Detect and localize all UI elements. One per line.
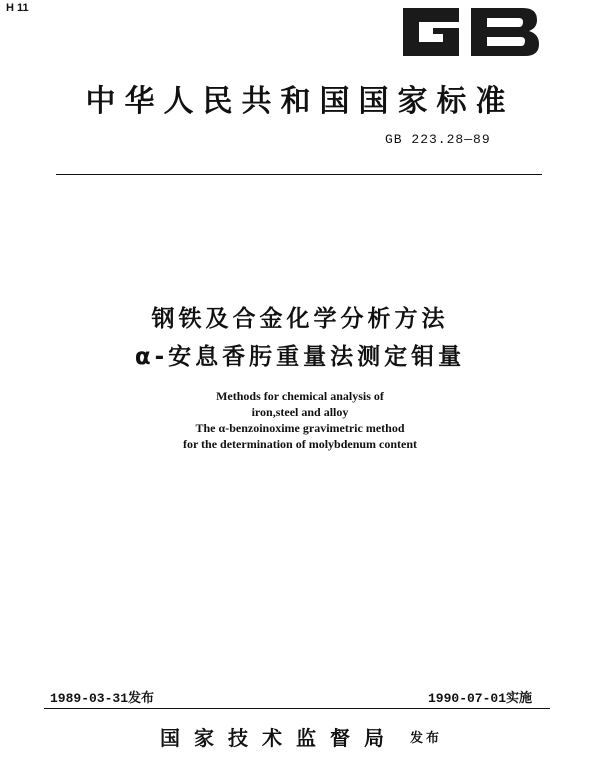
- issue-date: 1989-03-31发布: [50, 691, 155, 706]
- organization-title: 中华人民共和国国家标准: [85, 84, 515, 119]
- svg-text:GB: GB: [469, 40, 471, 41]
- publisher-name: 国家技术监督局: [160, 726, 398, 750]
- title-en-line4: for the determination of molybdenum content: [182, 437, 418, 451]
- top-divider: [56, 174, 542, 175]
- title-en-line3: The α-benzoinoxime gravimetric method: [195, 421, 405, 435]
- title-cn-line2: α-安息香肟重量法测定钼量: [134, 344, 466, 370]
- publisher-suffix: 发布: [410, 731, 443, 746]
- title-en-line2: iron,steel and alloy: [251, 405, 349, 419]
- title-cn-line1: 钢铁及合金化学分析方法: [151, 306, 449, 332]
- ics-code: H 11: [6, 2, 29, 14]
- standard-number: GB 223.28—89: [385, 132, 491, 147]
- gb-logo: [393, 0, 545, 62]
- title-en-line1: Methods for chemical analysis of: [216, 389, 384, 403]
- bottom-divider: [44, 708, 550, 709]
- implementation-date: 1990-07-01实施: [428, 691, 533, 706]
